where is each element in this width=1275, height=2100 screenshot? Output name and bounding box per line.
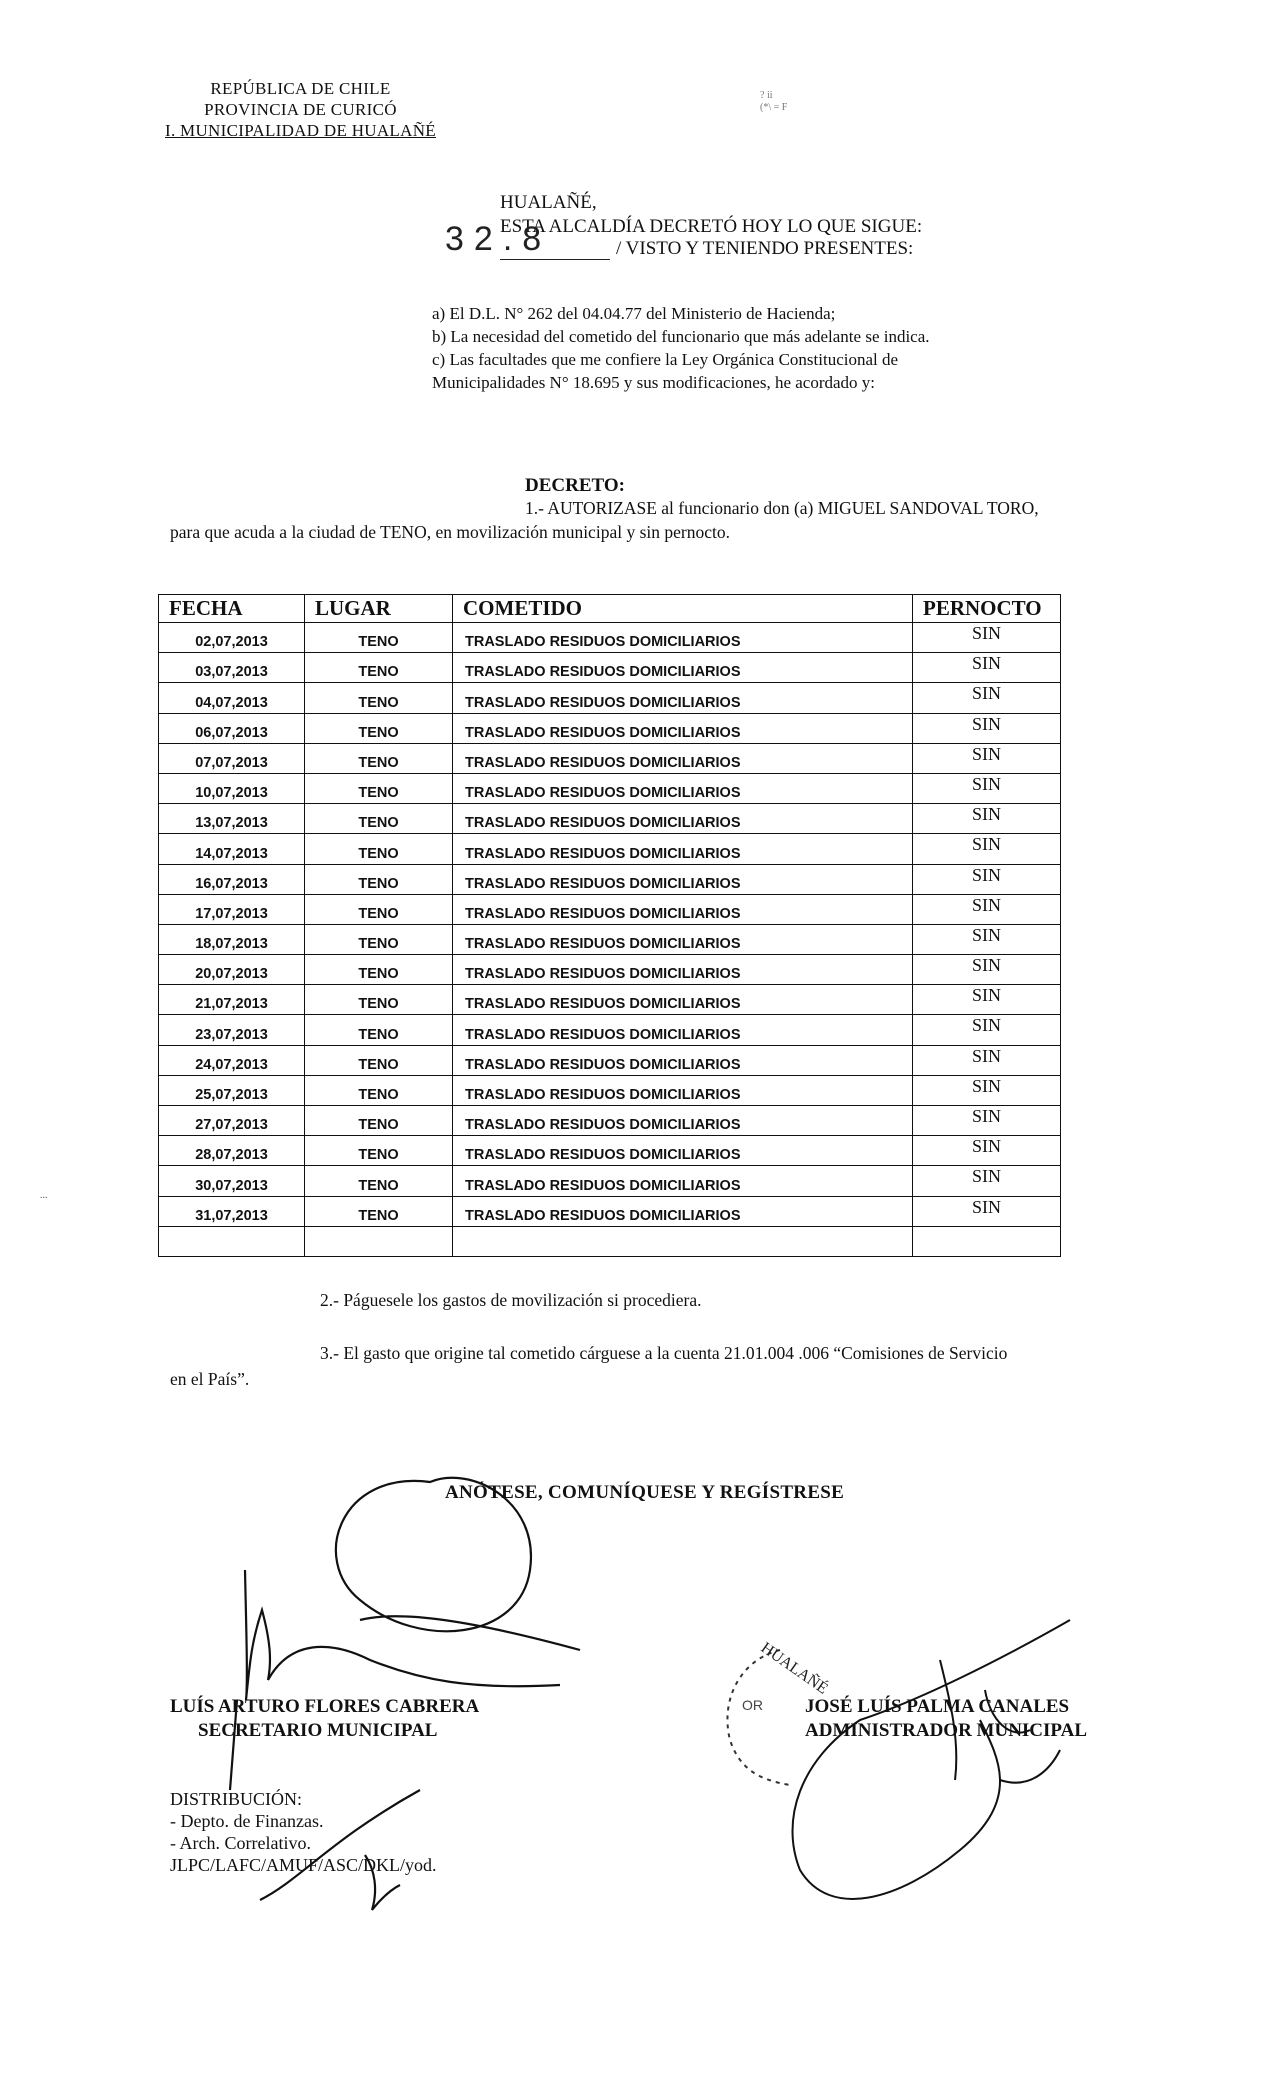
article-3-line-2: en el País”. [170, 1369, 250, 1389]
cell-lugar: TENO [305, 1136, 453, 1166]
article-3 [170, 1340, 1160, 1392]
considerations [432, 302, 1122, 394]
svg-text:OR: OR [742, 1697, 763, 1713]
cell-fecha: 17,07,2013 [159, 894, 305, 924]
signatory-right-name: JOSÉ LUÍS PALMA CANALES [805, 1696, 1070, 1717]
cell-cometido: TRASLADO RESIDUOS DOMICILIARIOS [453, 713, 913, 743]
cell-cometido: TRASLADO RESIDUOS DOMICILIARIOS [453, 1075, 913, 1105]
article-1-line-2: para que acuda a la ciudad de TENO, en movilización municipal y sin pernocto. [170, 522, 730, 542]
signatory-left [170, 1695, 479, 1743]
cell-cometido: TRASLADO RESIDUOS DOMICILIARIOS [453, 955, 913, 985]
cell-fecha: 23,07,2013 [159, 1015, 305, 1045]
cell-cometido: TRASLADO RESIDUOS DOMICILIARIOS [453, 834, 913, 864]
scan-mark-line-1: ? ii [760, 90, 773, 101]
scan-mark-line-2: (*\ = F [760, 102, 788, 113]
cell-fecha: 13,07,2013 [159, 804, 305, 834]
table-row [159, 1166, 1061, 1196]
table-row [159, 1106, 1061, 1136]
table-row [159, 804, 1061, 834]
svg-text:HUALAÑÉ: HUALAÑÉ [757, 1639, 831, 1698]
cell-fecha: 18,07,2013 [159, 924, 305, 954]
cell-cometido: TRASLADO RESIDUOS DOMICILIARIOS [453, 653, 913, 683]
cell-lugar: TENO [305, 955, 453, 985]
cell-pernocto: SIN [913, 1106, 1061, 1136]
cell-cometido: TRASLADO RESIDUOS DOMICILIARIOS [453, 1045, 913, 1075]
cell-cometido: TRASLADO RESIDUOS DOMICILIARIOS [453, 1166, 913, 1196]
cell-lugar: TENO [305, 804, 453, 834]
cell-pernocto: SIN [913, 1045, 1061, 1075]
cell-fecha: 20,07,2013 [159, 955, 305, 985]
signature-right-image [793, 1620, 1071, 1899]
table-row [159, 1045, 1061, 1075]
cell-lugar: TENO [305, 864, 453, 894]
table-row [159, 1075, 1061, 1105]
table-row [159, 864, 1061, 894]
distribution-title: DISTRIBUCIÓN: [170, 1789, 303, 1809]
header-lugar: LUGAR [305, 595, 453, 623]
cell-lugar: TENO [305, 985, 453, 1015]
table-row [159, 653, 1061, 683]
header-province: PROVINCIA DE CURICÓ [204, 100, 397, 119]
cell-lugar: TENO [305, 1166, 453, 1196]
cell-pernocto [913, 1226, 1061, 1256]
cell-fecha: 28,07,2013 [159, 1136, 305, 1166]
cell-fecha: 30,07,2013 [159, 1166, 305, 1196]
signatory-right-title: ADMINISTRADOR MUNICIPAL [805, 1720, 1088, 1741]
cell-pernocto: SIN [913, 653, 1061, 683]
cell-cometido: TRASLADO RESIDUOS DOMICILIARIOS [453, 924, 913, 954]
cell-fecha: 06,07,2013 [159, 713, 305, 743]
table-row [159, 683, 1061, 713]
cell-cometido: TRASLADO RESIDUOS DOMICILIARIOS [453, 985, 913, 1015]
cell-pernocto: SIN [913, 1196, 1061, 1226]
cell-pernocto: SIN [913, 985, 1061, 1015]
cell-fecha: 02,07,2013 [159, 623, 305, 653]
cell-cometido: TRASLADO RESIDUOS DOMICILIARIOS [453, 1136, 913, 1166]
consideration-c: c) Las facultades que me confiere la Ley Orgánica Constitucional de [432, 350, 899, 369]
cell-fecha: 31,07,2013 [159, 1196, 305, 1226]
cell-cometido: TRASLADO RESIDUOS DOMICILIARIOS [453, 894, 913, 924]
distribution-item-finanzas: - Depto. de Finanzas. [170, 1811, 324, 1831]
article-1-line-1: 1.- AUTORIZASE al funcionario don (a) MIGUEL SANDOVAL TORO, [525, 498, 1039, 518]
cell-lugar: TENO [305, 894, 453, 924]
cell-fecha [159, 1226, 305, 1256]
cell-lugar: TENO [305, 1106, 453, 1136]
cell-cometido: TRASLADO RESIDUOS DOMICILIARIOS [453, 864, 913, 894]
distribution-item-archivo: - Arch. Correlativo. [170, 1833, 311, 1853]
distribution-item-initials: JLPC/LAFC/AMUF/ASC/DKL/yod. [170, 1855, 437, 1875]
cell-cometido [453, 1226, 913, 1256]
cell-pernocto: SIN [913, 773, 1061, 803]
table-row [159, 1136, 1061, 1166]
table-row [159, 924, 1061, 954]
cell-fecha: 03,07,2013 [159, 653, 305, 683]
cell-pernocto: SIN [913, 924, 1061, 954]
cell-fecha: 21,07,2013 [159, 985, 305, 1015]
margin-mark: ... [40, 1190, 48, 1201]
article-3-line-1: 3.- El gasto que origine tal cometido cárguese a la cuenta 21.01.004 .006 “Comisiones de Servicio [320, 1343, 1008, 1363]
cell-pernocto: SIN [913, 1166, 1061, 1196]
cell-cometido: TRASLADO RESIDUOS DOMICILIARIOS [453, 1196, 913, 1226]
cell-fecha: 07,07,2013 [159, 743, 305, 773]
cell-pernocto: SIN [913, 713, 1061, 743]
cell-pernocto: SIN [913, 1075, 1061, 1105]
institution-header [165, 78, 436, 141]
table-row [159, 743, 1061, 773]
cometido-table [158, 594, 1061, 1257]
article-1 [170, 496, 1150, 544]
cell-fecha: 10,07,2013 [159, 773, 305, 803]
cell-pernocto: SIN [913, 804, 1061, 834]
closing-formula: ANÓTESE, COMUNÍQUESE Y REGÍSTRESE [445, 1482, 845, 1503]
cell-fecha: 16,07,2013 [159, 864, 305, 894]
consideration-b: b) La necesidad del cometido del funcionario que más adelante se indica. [432, 327, 930, 346]
cell-cometido: TRASLADO RESIDUOS DOMICILIARIOS [453, 804, 913, 834]
intro-line-1: ESTA ALCALDÍA DECRETÓ HOY LO QUE SIGUE: [500, 216, 923, 237]
table-row [159, 894, 1061, 924]
header-country: REPÚBLICA DE CHILE [210, 79, 391, 98]
cell-pernocto: SIN [913, 623, 1061, 653]
consideration-a: a) El D.L. N° 262 del 04.04.77 del Ministerio de Hacienda; [432, 304, 836, 323]
header-pernocto: PERNOCTO [913, 595, 1061, 623]
cell-fecha: 25,07,2013 [159, 1075, 305, 1105]
table-row [159, 713, 1061, 743]
cell-pernocto: SIN [913, 894, 1061, 924]
cell-lugar: TENO [305, 1015, 453, 1045]
table-row [159, 1196, 1061, 1226]
cell-lugar: TENO [305, 924, 453, 954]
cell-cometido: TRASLADO RESIDUOS DOMICILIARIOS [453, 1106, 913, 1136]
cell-cometido: TRASLADO RESIDUOS DOMICILIARIOS [453, 1015, 913, 1045]
cell-lugar: TENO [305, 1045, 453, 1075]
header-fecha: FECHA [159, 595, 305, 623]
cell-fecha: 14,07,2013 [159, 834, 305, 864]
cell-lugar: TENO [305, 1075, 453, 1105]
article-2: 2.- Páguesele los gastos de movilización si procediera. [320, 1290, 702, 1310]
table-body [159, 623, 1061, 1257]
table-row [159, 623, 1061, 653]
cell-lugar: TENO [305, 773, 453, 803]
cell-fecha: 27,07,2013 [159, 1106, 305, 1136]
header-municipality: I. MUNICIPALIDAD DE HUALAÑÉ [165, 121, 436, 140]
cell-lugar: TENO [305, 683, 453, 713]
cell-pernocto: SIN [913, 1015, 1061, 1045]
table-row [159, 834, 1061, 864]
cell-pernocto: SIN [913, 743, 1061, 773]
cell-cometido: TRASLADO RESIDUOS DOMICILIARIOS [453, 743, 913, 773]
decreto-title: DECRETO: [525, 475, 625, 496]
table-header-row [159, 595, 1061, 623]
cell-lugar: TENO [305, 743, 453, 773]
cell-fecha: 04,07,2013 [159, 683, 305, 713]
table-row [159, 773, 1061, 803]
signatory-left-name: LUÍS ARTURO FLORES CABRERA [170, 1696, 480, 1717]
table-row [159, 1226, 1061, 1256]
cell-fecha: 24,07,2013 [159, 1045, 305, 1075]
place-line: HUALAÑÉ, [500, 192, 597, 213]
table-row [159, 1015, 1061, 1045]
cell-cometido: TRASLADO RESIDUOS DOMICILIARIOS [453, 623, 913, 653]
cell-pernocto: SIN [913, 1136, 1061, 1166]
decree-number: 32.8 [445, 220, 552, 258]
cell-lugar: TENO [305, 1196, 453, 1226]
cell-lugar: TENO [305, 623, 453, 653]
cell-lugar: TENO [305, 653, 453, 683]
cell-lugar [305, 1226, 453, 1256]
table-row [159, 985, 1061, 1015]
cell-pernocto: SIN [913, 834, 1061, 864]
consideration-c-cont: Municipalidades N° 18.695 y sus modificaciones, he acordado y: [432, 373, 876, 392]
table-row [159, 955, 1061, 985]
cell-pernocto: SIN [913, 683, 1061, 713]
cell-pernocto: SIN [913, 864, 1061, 894]
cell-pernocto: SIN [913, 955, 1061, 985]
signatory-right [805, 1695, 1087, 1743]
cell-lugar: TENO [305, 713, 453, 743]
cell-lugar: TENO [305, 834, 453, 864]
distribution-block [170, 1788, 437, 1876]
intro-line-2 [500, 238, 922, 260]
intro-block [500, 216, 922, 260]
cell-cometido: TRASLADO RESIDUOS DOMICILIARIOS [453, 773, 913, 803]
scan-marks [760, 90, 787, 114]
header-cometido: COMETIDO [453, 595, 913, 623]
intro-line-2-text: / VISTO Y TENIENDO PRESENTES: [616, 238, 914, 259]
signatory-left-title: SECRETARIO MUNICIPAL [198, 1720, 438, 1741]
cell-cometido: TRASLADO RESIDUOS DOMICILIARIOS [453, 683, 913, 713]
